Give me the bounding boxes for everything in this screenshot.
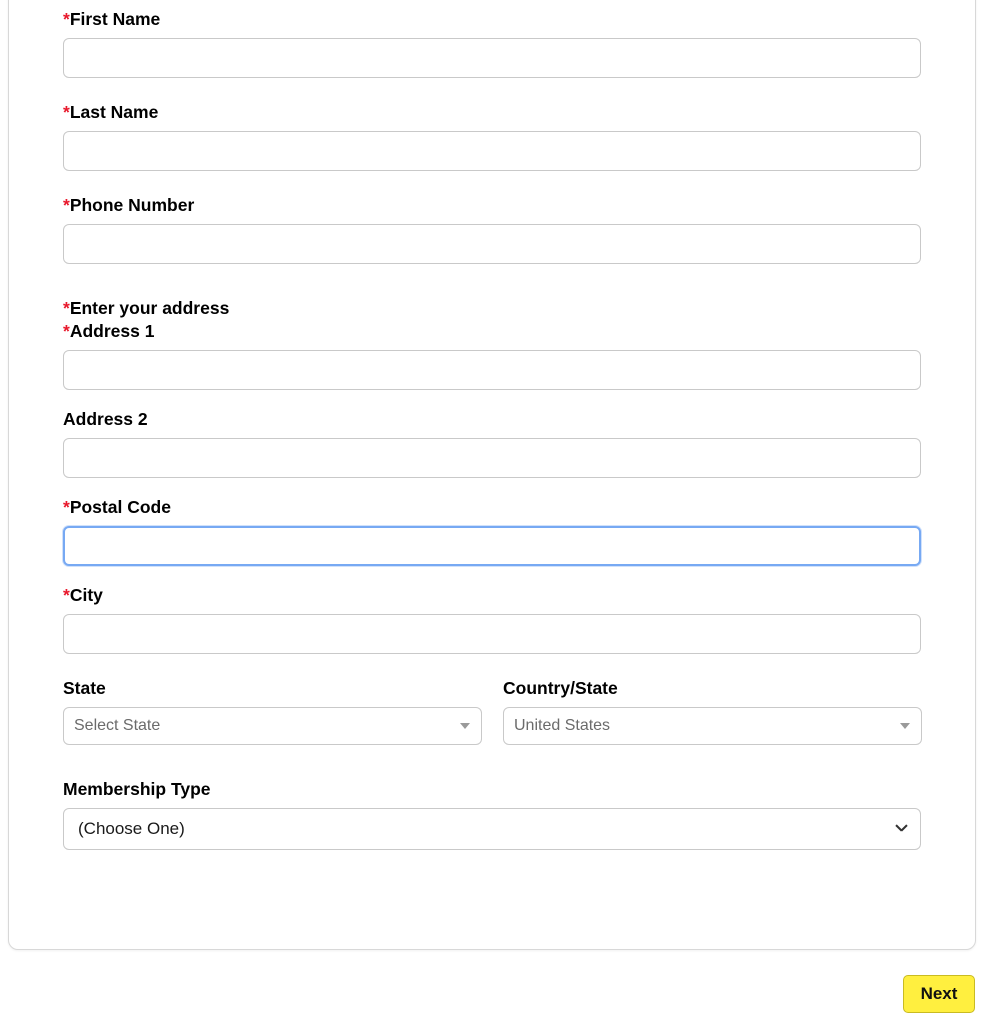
next-button[interactable]: Next: [903, 975, 975, 1013]
state-label: State: [63, 678, 106, 698]
membership-type-label: Membership Type: [63, 779, 211, 799]
spacer: [63, 745, 923, 779]
spacer: [63, 566, 923, 585]
field-state: [63, 678, 482, 745]
country-select[interactable]: [503, 707, 922, 745]
spacer: [63, 264, 923, 298]
membership-type-value: (Choose One): [63, 808, 921, 850]
postal-code-label: [63, 497, 923, 518]
form-body: [63, 9, 923, 850]
address-1-label-text: Address 1: [69, 321, 155, 341]
field-postal-code: [63, 497, 923, 566]
spacer: [63, 390, 923, 409]
required-asterisk: *: [63, 195, 70, 215]
required-asterisk: *: [63, 585, 70, 605]
field-first-name: [63, 9, 923, 78]
first-name-label-text: First Name: [69, 9, 161, 29]
required-asterisk: *: [63, 497, 70, 517]
phone-number-input[interactable]: [63, 224, 921, 264]
chevron-down-icon: [460, 723, 470, 729]
field-phone-number: [63, 195, 923, 264]
city-input[interactable]: [63, 614, 921, 654]
form-card: [8, 0, 976, 950]
field-address-2: [63, 409, 923, 478]
address-2-label-text: Address 2: [63, 409, 148, 429]
state-country-row: [63, 678, 923, 745]
field-country: [503, 678, 922, 745]
address-2-input[interactable]: [63, 438, 921, 478]
spacer: [63, 478, 923, 497]
address-1-input[interactable]: [63, 350, 921, 390]
state-select-value: Select State: [63, 707, 482, 745]
country-select-value: United States: [503, 707, 922, 745]
state-select[interactable]: [63, 707, 482, 745]
field-last-name: [63, 102, 923, 171]
country-label: Country/State: [503, 678, 618, 698]
postal-code-label-text: Postal Code: [69, 497, 171, 517]
last-name-label-text: Last Name: [69, 102, 159, 122]
spacer: [63, 171, 923, 195]
required-asterisk: *: [63, 9, 70, 29]
field-address-1: [63, 321, 923, 390]
phone-number-label: [63, 195, 923, 216]
chevron-down-icon: [895, 822, 907, 834]
phone-number-label-text: Phone Number: [69, 195, 195, 215]
city-label: [63, 585, 923, 606]
membership-type-select[interactable]: [63, 808, 921, 850]
city-label-text: City: [69, 585, 103, 605]
first-name-label: [63, 9, 923, 30]
field-membership-type: [63, 779, 923, 850]
spacer: [63, 654, 923, 678]
required-asterisk: *: [63, 321, 70, 341]
chevron-down-icon: [900, 723, 910, 729]
postal-code-input[interactable]: [63, 526, 921, 566]
address-group-label: [63, 298, 923, 319]
last-name-input[interactable]: [63, 131, 921, 171]
address-group-label-text: Enter your address: [69, 298, 230, 318]
address-2-label: [63, 409, 923, 430]
first-name-input[interactable]: [63, 38, 921, 78]
required-asterisk: *: [63, 102, 70, 122]
required-asterisk: *: [63, 298, 70, 318]
spacer: [63, 78, 923, 102]
address-1-label: [63, 321, 923, 342]
last-name-label: [63, 102, 923, 123]
field-city: [63, 585, 923, 654]
